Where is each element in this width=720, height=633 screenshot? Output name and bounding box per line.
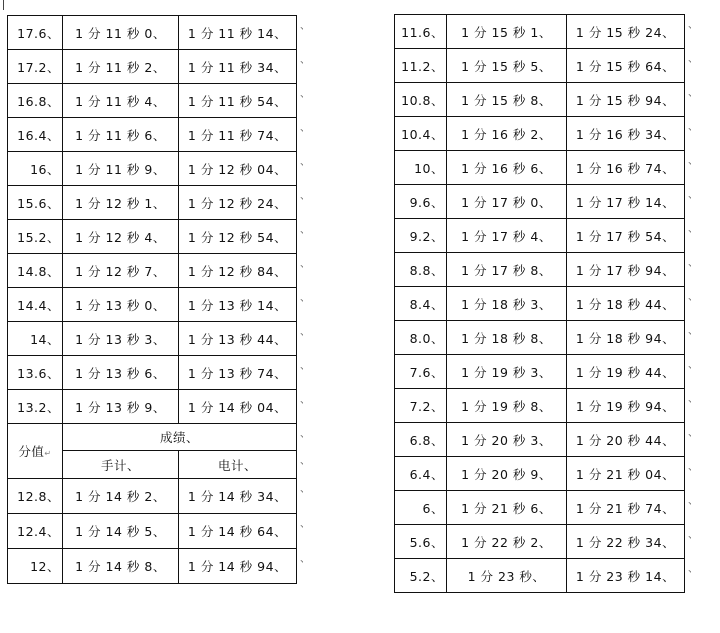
paragraph-mark: 、 xyxy=(300,156,310,168)
table-row xyxy=(395,15,685,49)
hand-time-cell-text: 1 分 12 秒 7 xyxy=(75,263,153,279)
paragraph-mark: 、 xyxy=(300,483,310,495)
electronic-time-cell-text: 1 分 17 秒 94 xyxy=(575,262,663,278)
electronic-time-cell: 1 分 13 秒 14、 xyxy=(179,288,297,322)
score-cell-text: 16.8 xyxy=(17,93,47,109)
table-row xyxy=(395,423,685,457)
paragraph-mark: 、 xyxy=(300,428,310,440)
electronic-time-cell-text: 1 分 18 秒 94 xyxy=(575,330,663,346)
electronic-time-cell: 1 分 12 秒 54、 xyxy=(179,220,297,254)
electronic-time-cell: 1 分 14 秒 94、 xyxy=(179,549,297,584)
electronic-time-cell-text: 1 分 21 秒 74 xyxy=(575,500,663,516)
paragraph-mark: 、 xyxy=(688,19,698,31)
electronic-time-cell-text: 1 分 22 秒 34 xyxy=(575,534,663,550)
hand-time-cell: 1 分 11 秒 0、 xyxy=(63,16,179,50)
hand-time-cell: 1 分 17 秒 0、 xyxy=(447,185,567,219)
electronic-time-cell-text: 1 分 17 秒 54 xyxy=(575,228,663,244)
table-row xyxy=(8,288,297,322)
score-cell-text: 17.6 xyxy=(17,25,47,41)
score-cell: 10.8、 xyxy=(395,83,447,117)
score-cell: 7.2、 xyxy=(395,389,447,423)
hand-time-cell-text: 1 分 16 秒 2 xyxy=(461,126,539,142)
electronic-time-cell-text: 1 分 18 秒 44 xyxy=(575,296,663,312)
score-cell-text: 12.8 xyxy=(17,489,47,504)
hand-time-cell: 1 分 13 秒 6、 xyxy=(63,356,179,390)
hand-time-cell: 1 分 14 秒 5、 xyxy=(63,514,179,549)
table-row xyxy=(8,152,297,186)
page-corner-mark xyxy=(0,0,4,10)
score-cell-text: 6.4 xyxy=(409,466,431,482)
paragraph-mark: 、 xyxy=(688,461,698,473)
score-cell-text: 14.8 xyxy=(17,263,47,279)
electronic-time-cell: 1 分 21 秒 04、 xyxy=(567,457,685,491)
table-row xyxy=(395,287,685,321)
score-cell-text: 10 xyxy=(414,160,431,176)
score-cell: 16.8、 xyxy=(8,84,63,118)
score-header: 分值 xyxy=(18,444,45,459)
electronic-time-cell-text: 1 分 11 秒 74 xyxy=(187,127,275,143)
table-row xyxy=(395,457,685,491)
hand-time-cell-text: 1 分 18 秒 3 xyxy=(461,296,539,312)
electronic-time-cell-text: 1 分 20 秒 44 xyxy=(575,432,663,448)
result-header: 成绩 xyxy=(159,430,186,445)
score-cell-text: 10.4 xyxy=(401,126,431,142)
score-cell: 17.2、 xyxy=(8,50,63,84)
hand-time-cell-text: 1 分 12 秒 1 xyxy=(75,195,153,211)
paragraph-mark: 、 xyxy=(300,360,310,372)
electronic-time-cell: 1 分 11 秒 14、 xyxy=(179,16,297,50)
electronic-time-cell-text: 1 分 13 秒 44 xyxy=(187,331,275,347)
hand-time-cell-text: 1 分 21 秒 6 xyxy=(461,500,539,516)
electronic-header-cell: 电计、 xyxy=(179,451,297,479)
hand-time-cell: 1 分 14 秒 2、 xyxy=(63,479,179,514)
paragraph-mark: 、 xyxy=(300,518,310,530)
electronic-time-cell: 1 分 16 秒 74、 xyxy=(567,151,685,185)
table-row xyxy=(8,84,297,118)
score-cell-text: 8.4 xyxy=(409,296,431,312)
score-cell: 10、 xyxy=(395,151,447,185)
hand-time-cell-text: 1 分 22 秒 2 xyxy=(461,534,539,550)
table-row xyxy=(395,559,685,593)
hand-time-cell-text: 1 分 11 秒 0 xyxy=(75,25,153,41)
hand-time-cell: 1 分 12 秒 7、 xyxy=(63,254,179,288)
left-score-table xyxy=(7,15,297,584)
score-cell: 10.4、 xyxy=(395,117,447,151)
electronic-time-cell: 1 分 13 秒 44、 xyxy=(179,322,297,356)
hand-time-cell-text: 1 分 17 秒 0 xyxy=(461,194,539,210)
left-table-header xyxy=(8,424,297,479)
right-table-rows xyxy=(395,15,685,593)
paragraph-mark: 、 xyxy=(300,54,310,66)
score-cell-text: 7.2 xyxy=(409,398,431,414)
hand-time-cell: 1 分 11 秒 2、 xyxy=(63,50,179,84)
electronic-time-cell-text: 1 分 15 秒 94 xyxy=(575,92,663,108)
hand-time-cell-text: 1 分 14 秒 5 xyxy=(75,524,153,539)
score-cell: 6.8、 xyxy=(395,423,447,457)
hand-time-cell-text: 1 分 20 秒 9 xyxy=(461,466,539,482)
hand-time-cell-text: 1 分 20 秒 3 xyxy=(461,432,539,448)
hand-time-cell: 1 分 15 秒 5、 xyxy=(447,49,567,83)
electronic-time-cell: 1 分 11 秒 74、 xyxy=(179,118,297,152)
hand-time-cell: 1 分 19 秒 3、 xyxy=(447,355,567,389)
electronic-time-cell-text: 1 分 14 秒 34 xyxy=(187,489,275,504)
score-cell-text: 14 xyxy=(30,331,47,347)
electronic-time-cell-text: 1 分 15 秒 24 xyxy=(575,24,663,40)
table-row xyxy=(395,49,685,83)
paragraph-mark: 、 xyxy=(300,326,310,338)
hand-time-cell-text: 1 分 15 秒 8 xyxy=(461,92,539,108)
table-row xyxy=(395,321,685,355)
electronic-time-cell-text: 1 分 13 秒 14 xyxy=(187,297,275,313)
score-cell-text: 9.6 xyxy=(409,194,431,210)
table-row xyxy=(8,479,297,514)
hand-timed-header: 手计 xyxy=(100,457,127,473)
table-row xyxy=(8,514,297,549)
score-cell: 12.4、 xyxy=(8,514,63,549)
hand-time-cell: 1 分 14 秒 8、 xyxy=(63,549,179,584)
electronic-time-cell-text: 1 分 23 秒 14 xyxy=(575,568,663,584)
score-header-cell: 分值↵ xyxy=(8,424,63,479)
hand-time-cell-text: 1 分 14 秒 2 xyxy=(75,489,153,504)
table-row xyxy=(395,253,685,287)
electronic-time-cell: 1 分 22 秒 34、 xyxy=(567,525,685,559)
hand-time-cell-text: 1 分 11 秒 2 xyxy=(75,59,153,75)
hand-header-cell: 手计、 xyxy=(63,451,179,479)
score-cell: 14.4、 xyxy=(8,288,63,322)
hand-time-cell: 1 分 15 秒 1、 xyxy=(447,15,567,49)
score-cell: 5.2、 xyxy=(395,559,447,593)
hand-time-cell: 1 分 22 秒 2、 xyxy=(447,525,567,559)
electronic-time-cell: 1 分 16 秒 34、 xyxy=(567,117,685,151)
paragraph-mark: 、 xyxy=(688,291,698,303)
table-row xyxy=(8,118,297,152)
paragraph-mark: 、 xyxy=(688,257,698,269)
hand-time-cell: 1 分 13 秒 3、 xyxy=(63,322,179,356)
paragraph-mark: 、 xyxy=(300,292,310,304)
paragraph-mark: 、 xyxy=(300,20,310,32)
hand-time-cell: 1 分 11 秒 6、 xyxy=(63,118,179,152)
hand-time-cell: 1 分 12 秒 4、 xyxy=(63,220,179,254)
paragraph-mark: 、 xyxy=(300,122,310,134)
score-cell: 13.6、 xyxy=(8,356,63,390)
paragraph-mark: 、 xyxy=(688,359,698,371)
table-row xyxy=(395,525,685,559)
table-row xyxy=(8,356,297,390)
score-cell-text: 12.4 xyxy=(17,524,47,539)
electronic-time-cell: 1 分 15 秒 64、 xyxy=(567,49,685,83)
electronic-time-cell: 1 分 19 秒 44、 xyxy=(567,355,685,389)
hand-time-cell-text: 1 分 11 秒 4 xyxy=(75,93,153,109)
result-header-cell: 成绩、 xyxy=(63,424,297,451)
hand-time-cell-text: 1 分 16 秒 6 xyxy=(461,160,539,176)
hand-time-cell-text: 1 分 13 秒 0 xyxy=(75,297,153,313)
score-cell: 11.2、 xyxy=(395,49,447,83)
score-cell: 14.8、 xyxy=(8,254,63,288)
paragraph-mark: 、 xyxy=(688,495,698,507)
table-row xyxy=(395,117,685,151)
electronic-time-cell: 1 分 15 秒 24、 xyxy=(567,15,685,49)
hand-time-cell: 1 分 16 秒 6、 xyxy=(447,151,567,185)
score-cell-text: 11.6 xyxy=(401,24,431,40)
hand-time-cell: 1 分 11 秒 9、 xyxy=(63,152,179,186)
electronic-time-cell: 1 分 12 秒 04、 xyxy=(179,152,297,186)
hand-time-cell-text: 1 分 14 秒 8 xyxy=(75,559,153,574)
hand-time-cell: 1 分 17 秒 8、 xyxy=(447,253,567,287)
electronic-time-cell-text: 1 分 17 秒 14 xyxy=(575,194,663,210)
hand-time-cell-text: 1 分 15 秒 1 xyxy=(461,24,539,40)
score-cell-text: 16 xyxy=(30,161,47,177)
score-cell-text: 13.6 xyxy=(17,365,47,381)
score-cell-text: 15.2 xyxy=(17,229,47,245)
hand-time-cell-text: 1 分 15 秒 5 xyxy=(461,58,539,74)
paragraph-mark: 、 xyxy=(688,155,698,167)
left-table-top-rows xyxy=(8,16,297,424)
score-cell: 6.4、 xyxy=(395,457,447,491)
hand-time-cell-text: 1 分 19 秒 8 xyxy=(461,398,539,414)
hand-time-cell-text: 1 分 11 秒 9 xyxy=(75,161,153,177)
electronic-time-cell: 1 分 13 秒 74、 xyxy=(179,356,297,390)
electronic-time-cell-text: 1 分 19 秒 94 xyxy=(575,398,663,414)
table-row xyxy=(395,355,685,389)
table-row xyxy=(8,254,297,288)
paragraph-mark: 、 xyxy=(300,455,310,467)
electronic-time-cell: 1 分 19 秒 94、 xyxy=(567,389,685,423)
score-cell: 12、 xyxy=(8,549,63,584)
electronic-time-cell-text: 1 分 11 秒 14 xyxy=(187,25,275,41)
paragraph-mark: 、 xyxy=(688,87,698,99)
table-row xyxy=(395,151,685,185)
hand-time-cell-text: 1 分 17 秒 8 xyxy=(461,262,539,278)
table-row xyxy=(395,491,685,525)
paragraph-mark: 、 xyxy=(300,190,310,202)
hand-time-cell-text: 1 分 13 秒 9 xyxy=(75,399,153,415)
paragraph-mark: 、 xyxy=(688,189,698,201)
electronic-time-cell: 1 分 14 秒 64、 xyxy=(179,514,297,549)
paragraph-mark: 、 xyxy=(688,427,698,439)
electronic-time-cell: 1 分 23 秒 14、 xyxy=(567,559,685,593)
electronic-time-cell-text: 1 分 13 秒 74 xyxy=(187,365,275,381)
score-cell: 11.6、 xyxy=(395,15,447,49)
electronic-time-cell-text: 1 分 14 秒 94 xyxy=(187,559,275,574)
hand-time-cell: 1 分 20 秒 3、 xyxy=(447,423,567,457)
paragraph-mark: 、 xyxy=(300,88,310,100)
table-row xyxy=(395,389,685,423)
electronic-time-cell-text: 1 分 11 秒 54 xyxy=(187,93,275,109)
score-cell-text: 13.2 xyxy=(17,399,47,415)
score-cell-text: 17.2 xyxy=(17,59,47,75)
paragraph-mark: 、 xyxy=(688,393,698,405)
table-row xyxy=(395,83,685,117)
score-cell-text: 9.2 xyxy=(409,228,431,244)
score-cell: 5.6、 xyxy=(395,525,447,559)
table-row xyxy=(8,50,297,84)
score-cell-text: 8.8 xyxy=(409,262,431,278)
hand-time-cell: 1 分 16 秒 2、 xyxy=(447,117,567,151)
paragraph-mark: 、 xyxy=(688,325,698,337)
hand-time-cell: 1 分 13 秒 0、 xyxy=(63,288,179,322)
hand-time-cell: 1 分 15 秒 8、 xyxy=(447,83,567,117)
score-cell: 12.8、 xyxy=(8,479,63,514)
electronic-time-cell-text: 1 分 16 秒 74 xyxy=(575,160,663,176)
electronic-time-cell: 1 分 12 秒 24、 xyxy=(179,186,297,220)
score-cell-text: 10.8 xyxy=(401,92,431,108)
left-table-bottom-rows xyxy=(8,479,297,584)
electronic-time-cell: 1 分 20 秒 44、 xyxy=(567,423,685,457)
electronic-time-cell-text: 1 分 14 秒 64 xyxy=(187,524,275,539)
table-row xyxy=(395,219,685,253)
hand-time-cell-text: 1 分 13 秒 3 xyxy=(75,331,153,347)
hand-time-cell: 1 分 12 秒 1、 xyxy=(63,186,179,220)
score-cell: 13.2、 xyxy=(8,390,63,424)
hand-time-cell: 1 分 19 秒 8、 xyxy=(447,389,567,423)
electronic-time-cell: 1 分 17 秒 94、 xyxy=(567,253,685,287)
electronic-time-cell: 1 分 17 秒 14、 xyxy=(567,185,685,219)
score-cell: 9.6、 xyxy=(395,185,447,219)
electronic-time-cell: 1 分 18 秒 94、 xyxy=(567,321,685,355)
electronic-time-cell-text: 1 分 11 秒 34 xyxy=(187,59,275,75)
paragraph-mark: 、 xyxy=(688,121,698,133)
paragraph-mark: 、 xyxy=(688,223,698,235)
electronic-time-cell: 1 分 15 秒 94、 xyxy=(567,83,685,117)
header-row-result xyxy=(8,424,297,451)
score-cell-text: 14.4 xyxy=(17,297,47,313)
hand-time-cell: 1 分 20 秒 9、 xyxy=(447,457,567,491)
hand-time-cell-text: 1 分 12 秒 4 xyxy=(75,229,153,245)
electronic-time-cell: 1 分 18 秒 44、 xyxy=(567,287,685,321)
hand-time-cell-text: 1 分 18 秒 8 xyxy=(461,330,539,346)
paragraph-mark: 、 xyxy=(300,224,310,236)
hand-time-cell-text: 1 分 11 秒 6 xyxy=(75,127,153,143)
electronic-time-cell-text: 1 分 16 秒 34 xyxy=(575,126,663,142)
score-cell-text: 5.6 xyxy=(409,534,431,550)
score-cell: 15.2、 xyxy=(8,220,63,254)
electronic-time-cell: 1 分 21 秒 74、 xyxy=(567,491,685,525)
score-cell-text: 16.4 xyxy=(17,127,47,143)
score-cell-text: 12 xyxy=(30,559,47,574)
paragraph-mark: 、 xyxy=(300,258,310,270)
hand-time-cell: 1 分 23 秒、 xyxy=(447,559,567,593)
table-row xyxy=(8,16,297,50)
right-score-table xyxy=(394,14,685,593)
electronic-timed-header: 电计 xyxy=(217,457,244,473)
hand-time-cell-text: 1 分 23 秒 xyxy=(467,568,533,584)
electronic-time-cell: 1 分 11 秒 34、 xyxy=(179,50,297,84)
score-cell: 17.6、 xyxy=(8,16,63,50)
score-cell-text: 11.2 xyxy=(401,58,431,74)
paragraph-mark: 、 xyxy=(688,529,698,541)
electronic-time-cell-text: 1 分 19 秒 44 xyxy=(575,364,663,380)
hand-time-cell: 1 分 18 秒 3、 xyxy=(447,287,567,321)
electronic-time-cell-text: 1 分 14 秒 04 xyxy=(187,399,275,415)
electronic-time-cell: 1 分 11 秒 54、 xyxy=(179,84,297,118)
hand-time-cell: 1 分 11 秒 4、 xyxy=(63,84,179,118)
table-row xyxy=(8,322,297,356)
hand-time-cell: 1 分 13 秒 9、 xyxy=(63,390,179,424)
electronic-time-cell: 1 分 14 秒 34、 xyxy=(179,479,297,514)
score-cell: 8.8、 xyxy=(395,253,447,287)
score-cell-text: 5.2 xyxy=(409,568,431,584)
hand-time-cell-text: 1 分 13 秒 6 xyxy=(75,365,153,381)
score-cell: 16.4、 xyxy=(8,118,63,152)
score-cell: 9.2、 xyxy=(395,219,447,253)
electronic-time-cell: 1 分 14 秒 04、 xyxy=(179,390,297,424)
table-row xyxy=(8,390,297,424)
electronic-time-cell-text: 1 分 21 秒 04 xyxy=(575,466,663,482)
table-row xyxy=(8,549,297,584)
electronic-time-cell-text: 1 分 12 秒 24 xyxy=(187,195,275,211)
electronic-time-cell-text: 1 分 12 秒 84 xyxy=(187,263,275,279)
score-cell: 6、 xyxy=(395,491,447,525)
paragraph-mark: 、 xyxy=(688,53,698,65)
score-cell-text: 6 xyxy=(422,500,431,516)
score-cell: 14、 xyxy=(8,322,63,356)
score-cell: 8.0、 xyxy=(395,321,447,355)
electronic-time-cell: 1 分 17 秒 54、 xyxy=(567,219,685,253)
electronic-time-cell: 1 分 12 秒 84、 xyxy=(179,254,297,288)
hand-time-cell: 1 分 17 秒 4、 xyxy=(447,219,567,253)
score-cell-text: 7.6 xyxy=(409,364,431,380)
score-cell: 15.6、 xyxy=(8,186,63,220)
electronic-time-cell-text: 1 分 12 秒 04 xyxy=(187,161,275,177)
table-row xyxy=(395,185,685,219)
score-cell: 8.4、 xyxy=(395,287,447,321)
paragraph-mark: 、 xyxy=(300,394,310,406)
table-row xyxy=(8,220,297,254)
paragraph-mark: 、 xyxy=(688,563,698,575)
score-cell-text: 15.6 xyxy=(17,195,47,211)
hand-time-cell-text: 1 分 17 秒 4 xyxy=(461,228,539,244)
electronic-time-cell-text: 1 分 12 秒 54 xyxy=(187,229,275,245)
hand-time-cell: 1 分 21 秒 6、 xyxy=(447,491,567,525)
table-row xyxy=(8,186,297,220)
score-cell: 7.6、 xyxy=(395,355,447,389)
hand-time-cell-text: 1 分 19 秒 3 xyxy=(461,364,539,380)
score-cell-text: 6.8 xyxy=(409,432,431,448)
hand-time-cell: 1 分 18 秒 8、 xyxy=(447,321,567,355)
electronic-time-cell-text: 1 分 15 秒 64 xyxy=(575,58,663,74)
score-cell-text: 8.0 xyxy=(409,330,431,346)
score-cell: 16、 xyxy=(8,152,63,186)
paragraph-mark: 、 xyxy=(300,553,310,565)
